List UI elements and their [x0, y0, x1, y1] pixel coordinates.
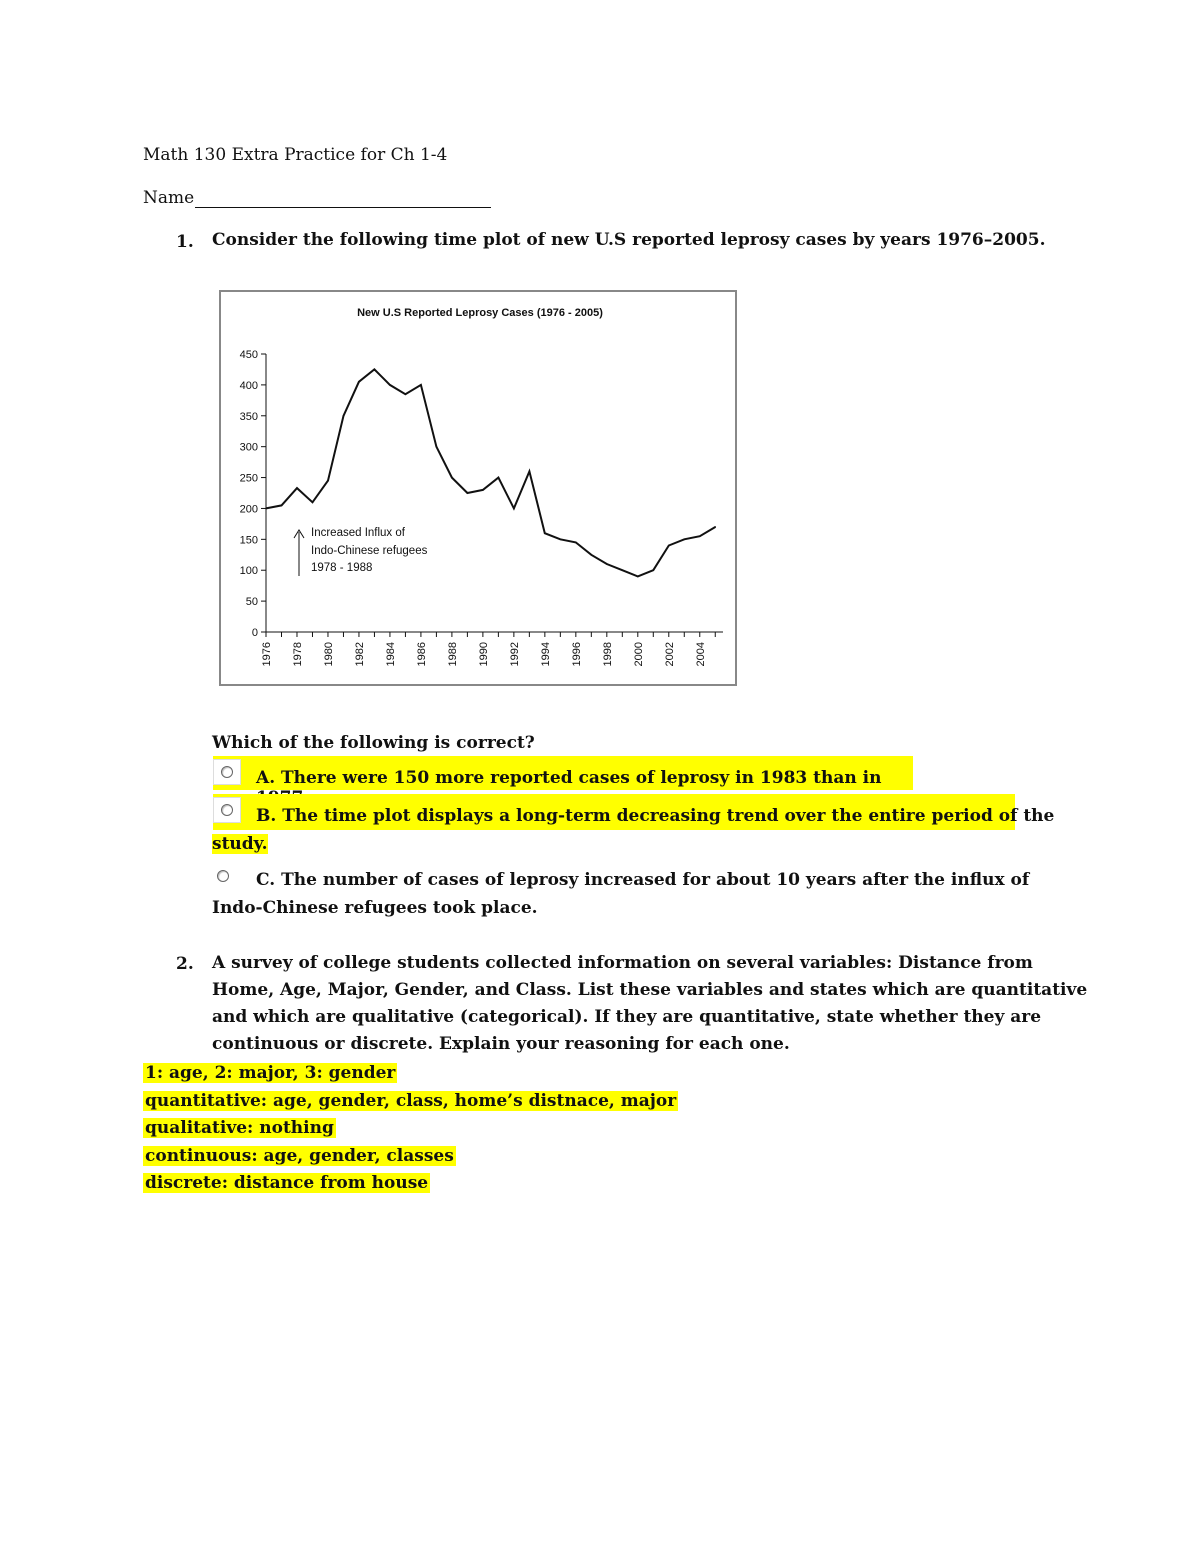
x-tick-label: 1994 [539, 642, 552, 667]
option-b-label-line2[interactable]: study. [212, 834, 268, 854]
x-tick-label: 1996 [570, 642, 583, 667]
data-point [591, 554, 593, 556]
x-tick-label: 1988 [446, 642, 459, 667]
x-tick-label: 1982 [353, 642, 366, 667]
data-point [343, 415, 345, 417]
x-tick-label: 1980 [322, 642, 335, 667]
radio-circle-icon [221, 766, 233, 778]
annotation-line-2: Indo-Chinese refugees [311, 545, 428, 557]
radio-circle-icon [221, 804, 233, 816]
x-tick-label: 1984 [384, 642, 397, 667]
data-point [622, 569, 624, 571]
data-point [420, 384, 422, 386]
data-point [358, 381, 360, 383]
leprosy-time-plot [219, 290, 737, 686]
x-tick-label: 1976 [261, 642, 273, 667]
y-tick-label: 50 [245, 596, 258, 609]
y-tick-label: 250 [239, 472, 258, 485]
question-2-line: A survey of college students collected information on several variables: Distance from [212, 953, 1033, 973]
chart-title: New U.S Reported Leprosy Cases (1976 - 2005) [357, 307, 603, 319]
y-tick-label: 200 [239, 503, 258, 516]
data-point [714, 526, 716, 528]
annotation-line-1: Increased Influx of [311, 527, 405, 539]
question-1-number: 1. [176, 232, 194, 252]
question-2-line: and which are qualitative (categorical). If they are quantitative, state whether they are [212, 1007, 1042, 1027]
y-tick-label: 450 [239, 349, 258, 361]
option-a-label[interactable]: A. There were 150 more reported cases of leprosy in 1983 than in [256, 768, 882, 788]
data-point [281, 505, 283, 507]
x-tick-label: 1992 [508, 642, 521, 667]
option-b-radio[interactable] [213, 797, 241, 823]
annotation-line-3: 1978 - 1988 [311, 562, 373, 574]
question-2-line: continuous or discrete. Explain your reasoning for each one. [212, 1034, 790, 1054]
answer-line[interactable]: continuous: age, gender, classes [145, 1146, 454, 1166]
answer-line[interactable]: qualitative: nothing [145, 1118, 334, 1138]
name-label: Name [143, 188, 195, 208]
data-point [389, 384, 391, 386]
data-point [606, 563, 608, 565]
y-tick-label: 0 [251, 627, 258, 639]
option-c-radio[interactable] [217, 867, 229, 886]
data-point [668, 545, 670, 547]
x-tick-label: 1990 [477, 642, 490, 667]
question-2-line: Home, Age, Major, Gender, and Class. List these variables and states which are quantitative [212, 980, 1088, 1000]
data-point [467, 492, 469, 494]
data-point [683, 539, 685, 541]
data-point [312, 501, 314, 503]
answer-line[interactable]: discrete: distance from house [145, 1173, 429, 1193]
name-field[interactable] [143, 188, 491, 208]
data-point [265, 508, 267, 510]
option-c-label-line2[interactable]: Indo-Chinese refugees took place. [212, 898, 538, 918]
data-point [436, 446, 438, 448]
data-point [405, 393, 407, 395]
x-tick-label: 1998 [601, 642, 614, 667]
data-point [296, 487, 298, 489]
data-point [637, 576, 639, 578]
x-tick-label: 2000 [632, 642, 645, 667]
option-a-radio-frame[interactable] [213, 759, 241, 785]
answer-line[interactable]: 1: age, 2: major, 3: gender [145, 1063, 396, 1083]
data-point [498, 477, 500, 479]
data-point [513, 508, 515, 510]
y-tick-label: 150 [239, 534, 258, 547]
data-point [374, 369, 376, 371]
data-point [699, 535, 701, 537]
data-point [451, 477, 453, 479]
data-point [544, 532, 546, 534]
question-1-ask: Which of the following is correct? [212, 733, 535, 753]
page-title: Math 130 Extra Practice for Ch 1-4 [143, 145, 448, 165]
radio-circle-icon [217, 870, 229, 882]
question-2-number: 2. [176, 954, 194, 974]
y-tick-label: 300 [239, 441, 258, 454]
x-tick-label: 2002 [663, 642, 676, 667]
data-point [529, 471, 531, 473]
data-point [327, 480, 329, 482]
option-c-label-line1[interactable]: C. The number of cases of leprosy increased for about 10 years after the influx of [256, 870, 1030, 890]
x-tick-label: 2004 [694, 642, 707, 667]
y-tick-label: 100 [239, 565, 258, 578]
chart-svg [221, 292, 735, 684]
data-point [575, 542, 577, 544]
data-point [482, 489, 484, 491]
y-tick-label: 350 [239, 410, 258, 423]
refugee-annotation [294, 527, 428, 576]
data-point [652, 569, 654, 571]
y-tick-label: 400 [239, 379, 258, 392]
question-1-prompt: Consider the following time plot of new U.S reported leprosy cases by years 1976–2005. [212, 230, 1046, 250]
name-blank-line[interactable] [195, 191, 491, 208]
x-tick-label: 1978 [291, 642, 304, 667]
option-b-label-line1[interactable]: B. The time plot displays a long-term decreasing trend over the entire period of the [256, 806, 1055, 826]
answer-line[interactable]: quantitative: age, gender, class, home’s distnace, major [145, 1091, 677, 1111]
x-tick-label: 1986 [415, 642, 428, 667]
data-point [560, 539, 562, 541]
